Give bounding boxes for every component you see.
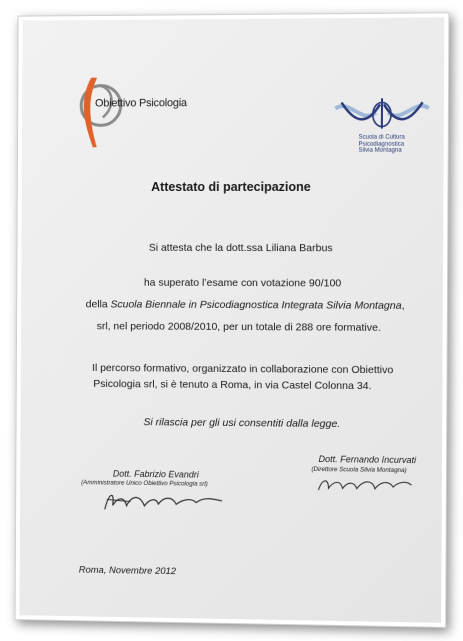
school-name: Scuola Biennale in Psicodiagnostica Integrata Silvia Montagna — [110, 298, 402, 312]
school-line — [31, 298, 461, 312]
period-line: srl, nel periodo 2008/2010, per un totale di 288 ore formative. — [96, 320, 381, 334]
school-line-prefix: della — [85, 298, 111, 311]
collaboration-line: Il percorso formativo, organizzato in collaborazione con Obiettivo — [92, 362, 394, 377]
obiettivo-psicologia-label: Obiettivo Psicologia — [94, 97, 187, 110]
scuola-logo-line: Silvia Montagna — [358, 147, 402, 154]
left-signatory-name: Dott. Fabrizio Evandri — [112, 468, 199, 480]
scuola-logo-line: Psicodiagnostica — [358, 141, 405, 148]
right-handwritten-signature — [314, 470, 415, 497]
scuola-logo-line: Scuola di Cultura — [358, 134, 405, 141]
place-date: Roma, Novembre 2012 — [78, 564, 177, 578]
left-handwritten-signature — [101, 483, 230, 517]
left-signatory-role: (Amministratore Unico Obiettivo Psicologia srl) — [81, 479, 208, 488]
exam-result-line: ha superato l’esame con votazione 90/100 — [143, 276, 342, 290]
scuola-logo-caption — [358, 134, 449, 154]
location-line: Psicologia srl, si è tenuto a Roma, in via Castel Colonna 34. — [93, 377, 372, 393]
right-signatory-role: (Direttore Scuola Silvia Montagna) — [311, 465, 407, 475]
school-line-suffix: , — [401, 299, 405, 312]
certificate-title: Attestato di partecipazione — [151, 179, 311, 195]
attestation-line: Si attesta che la dott.ssa Liliana Barbus — [148, 241, 333, 255]
certificate-paper — [15, 12, 450, 628]
right-signatory-name: Dott. Fernando Incurvati — [318, 453, 417, 466]
legal-use-line: Si rilascia per gli usi consentiti dalla legge. — [143, 416, 341, 431]
